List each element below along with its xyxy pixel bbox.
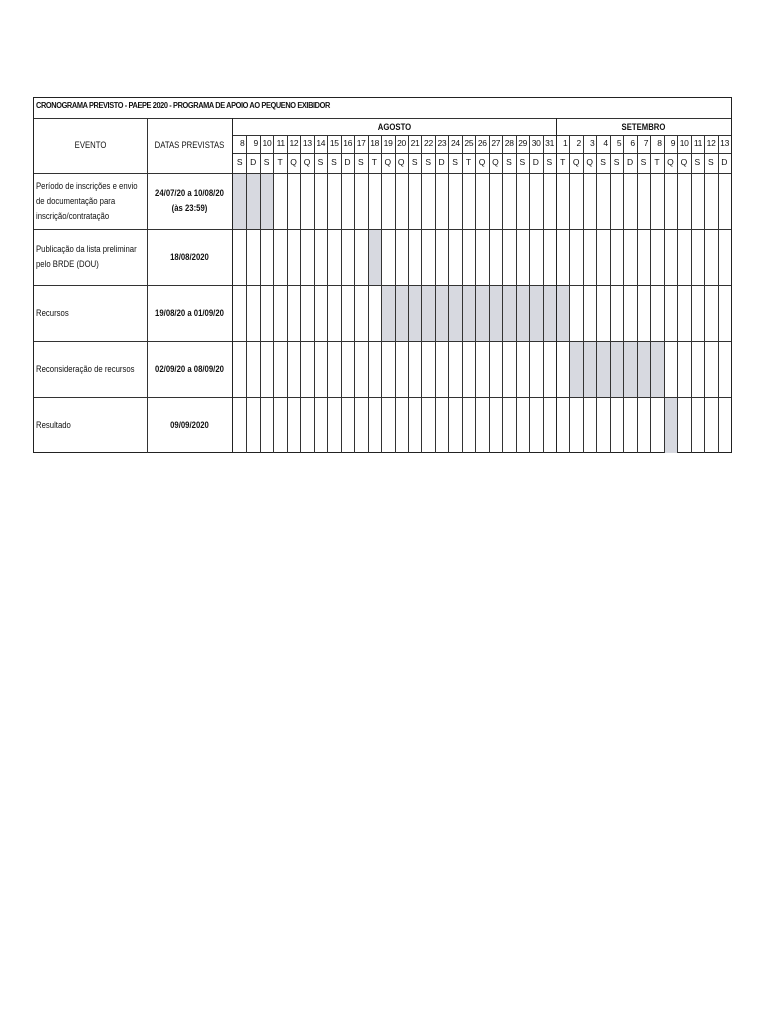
weekday-letter: S bbox=[452, 157, 458, 167]
day-number: 1 bbox=[563, 138, 568, 148]
event-dates: 24/07/20 a 10/08/20 (às 23:59) bbox=[155, 188, 224, 213]
month-header: AGOSTO bbox=[377, 122, 412, 132]
weekday-letter: S bbox=[331, 157, 337, 167]
weekday-letter: Q bbox=[572, 157, 580, 167]
day-column-line bbox=[300, 135, 301, 453]
day-column-line bbox=[421, 135, 422, 453]
weekday-letter: Q bbox=[586, 157, 593, 167]
day-number: 10 bbox=[262, 138, 272, 148]
daynum-divider bbox=[233, 153, 731, 154]
day-column-line bbox=[368, 135, 369, 453]
row-divider bbox=[34, 397, 731, 398]
day-column-line bbox=[381, 135, 382, 453]
highlight-cell bbox=[233, 173, 273, 229]
day-column-line bbox=[691, 135, 692, 453]
day-column-line bbox=[556, 118, 557, 453]
day-column-line bbox=[408, 135, 409, 453]
day-number: 18 bbox=[370, 138, 380, 148]
event-name: Publicação da lista preliminar pelo BRDE (DOU) bbox=[36, 244, 137, 269]
day-number: 2 bbox=[576, 138, 581, 148]
day-column-line bbox=[354, 135, 355, 453]
event-dates: 09/09/2020 bbox=[170, 419, 209, 430]
row-divider bbox=[34, 285, 731, 286]
row-divider bbox=[34, 173, 731, 174]
row-divider bbox=[34, 229, 731, 230]
weekday-letter: Q bbox=[680, 157, 688, 167]
day-number: 29 bbox=[518, 138, 528, 148]
weekday-letter: Q bbox=[667, 157, 674, 167]
weekday-letter: Q bbox=[290, 157, 297, 167]
day-number: 17 bbox=[356, 138, 366, 148]
day-number: 13 bbox=[302, 138, 312, 148]
row-divider bbox=[34, 341, 731, 342]
datas-divider bbox=[232, 118, 233, 453]
day-column-line bbox=[435, 135, 436, 453]
title-divider bbox=[34, 118, 731, 119]
day-column-line bbox=[475, 135, 476, 453]
day-number: 12 bbox=[289, 138, 299, 148]
highlight-cell bbox=[368, 229, 381, 285]
weekday-letter: S bbox=[425, 157, 431, 167]
weekday-letter: T bbox=[371, 157, 377, 167]
day-column-line bbox=[287, 135, 288, 453]
day-number: 8 bbox=[657, 138, 662, 148]
day-number: 9 bbox=[253, 138, 258, 148]
event-dates: 02/09/20 a 08/09/20 bbox=[155, 363, 224, 374]
weekday-letter: D bbox=[532, 157, 539, 167]
weekday-letter: D bbox=[250, 157, 257, 167]
weekday-letter: Q bbox=[303, 157, 311, 167]
day-column-line bbox=[637, 135, 638, 453]
day-number: 3 bbox=[589, 138, 595, 148]
day-column-line bbox=[260, 135, 261, 453]
weekday-letter: S bbox=[506, 157, 512, 167]
evento-divider bbox=[147, 118, 148, 453]
day-column-line bbox=[623, 135, 624, 453]
weekday-letter: S bbox=[546, 157, 553, 167]
weekday-letter: Q bbox=[492, 157, 499, 167]
weekday-letter: S bbox=[600, 157, 606, 167]
schedule-sheet bbox=[33, 97, 732, 453]
month-header: SETEMBRO bbox=[621, 122, 666, 132]
day-column-line bbox=[448, 135, 449, 453]
day-number: 20 bbox=[397, 138, 406, 148]
day-column-line bbox=[583, 135, 584, 453]
day-number: 30 bbox=[531, 138, 541, 148]
event-dates: 18/08/2020 bbox=[170, 251, 209, 262]
day-number: 21 bbox=[410, 138, 420, 148]
schedule-title: CRONOGRAMA PREVISTO - PAEPE 2020 - PROGRAMA DE APOIO AO PEQUENO EXIBIDOR bbox=[36, 100, 330, 110]
weekday-letter: S bbox=[263, 157, 270, 167]
event-name: Período de inscrições e envio de documentação para inscrição/contratação bbox=[36, 180, 138, 221]
weekday-letter: S bbox=[317, 157, 324, 167]
weekday-letter: S bbox=[411, 157, 418, 167]
weekday-letter: T bbox=[560, 157, 566, 167]
weekday-letter: T bbox=[465, 157, 472, 167]
day-column-line bbox=[327, 135, 328, 453]
event-name: Reconsideração de recursos bbox=[36, 363, 135, 374]
day-number: 26 bbox=[477, 138, 487, 148]
day-column-line bbox=[341, 135, 342, 453]
day-number: 13 bbox=[720, 138, 729, 148]
evento-header: EVENTO bbox=[74, 140, 107, 150]
day-column-line bbox=[489, 135, 490, 453]
day-column-line bbox=[246, 135, 247, 453]
weekday-letter: S bbox=[519, 157, 526, 167]
weekday-letter: S bbox=[613, 157, 620, 167]
day-column-line bbox=[718, 135, 719, 453]
day-column-line bbox=[502, 135, 503, 453]
weekday-letter: T bbox=[277, 157, 283, 167]
day-column-line bbox=[314, 135, 315, 453]
day-number: 11 bbox=[276, 138, 285, 148]
day-number: 28 bbox=[504, 138, 514, 148]
day-column-line bbox=[704, 135, 705, 453]
weekday-letter: Q bbox=[478, 157, 486, 167]
weekday-letter: D bbox=[721, 157, 728, 167]
day-number: 19 bbox=[383, 138, 393, 148]
weekday-letter: D bbox=[344, 157, 351, 167]
month-divider bbox=[233, 135, 731, 136]
day-number: 14 bbox=[316, 138, 326, 148]
day-column-line bbox=[543, 135, 544, 453]
day-number: 12 bbox=[706, 138, 716, 148]
day-number: 31 bbox=[545, 138, 555, 148]
day-column-line bbox=[650, 135, 651, 453]
day-number: 4 bbox=[603, 138, 608, 148]
day-number: 16 bbox=[343, 138, 353, 148]
event-name: Recursos bbox=[36, 307, 69, 318]
weekday-letter: T bbox=[654, 157, 660, 167]
day-number: 22 bbox=[424, 138, 433, 148]
day-number: 9 bbox=[670, 138, 676, 148]
day-number: 24 bbox=[450, 138, 460, 148]
weekday-letter: D bbox=[626, 157, 634, 167]
weekday-letter: Q bbox=[397, 157, 405, 167]
day-number: 23 bbox=[437, 138, 447, 148]
highlight-cell bbox=[664, 397, 677, 453]
day-column-line bbox=[596, 135, 597, 453]
weekday-letter: S bbox=[640, 157, 647, 167]
day-column-line bbox=[516, 135, 517, 453]
day-number: 6 bbox=[630, 138, 635, 148]
weekday-letter: S bbox=[694, 157, 701, 167]
weekday-letter: S bbox=[707, 157, 714, 167]
day-number: 11 bbox=[693, 138, 703, 148]
weekday-letter: Q bbox=[384, 157, 392, 167]
day-number: 15 bbox=[329, 138, 339, 148]
day-column-line bbox=[677, 135, 678, 453]
day-column-line bbox=[462, 135, 463, 453]
day-column-line bbox=[569, 135, 570, 453]
day-number: 5 bbox=[616, 138, 622, 148]
day-number: 7 bbox=[643, 138, 649, 148]
datas-header: DATAS PREVISTAS bbox=[154, 140, 225, 150]
weekday-letter: D bbox=[438, 157, 445, 167]
day-number: 10 bbox=[679, 138, 689, 148]
weekday-letter: S bbox=[358, 157, 364, 167]
event-name: Resultado bbox=[36, 419, 71, 430]
day-column-line bbox=[273, 135, 274, 453]
day-number: 27 bbox=[491, 138, 501, 148]
weekday-letter: S bbox=[236, 157, 243, 167]
day-column-line bbox=[610, 135, 611, 453]
day-number: 25 bbox=[464, 138, 474, 148]
day-column-line bbox=[529, 135, 530, 453]
event-dates: 19/08/20 a 01/09/20 bbox=[155, 307, 224, 318]
day-column-line bbox=[395, 135, 396, 453]
day-column-line bbox=[664, 135, 665, 453]
day-number: 8 bbox=[240, 138, 245, 148]
